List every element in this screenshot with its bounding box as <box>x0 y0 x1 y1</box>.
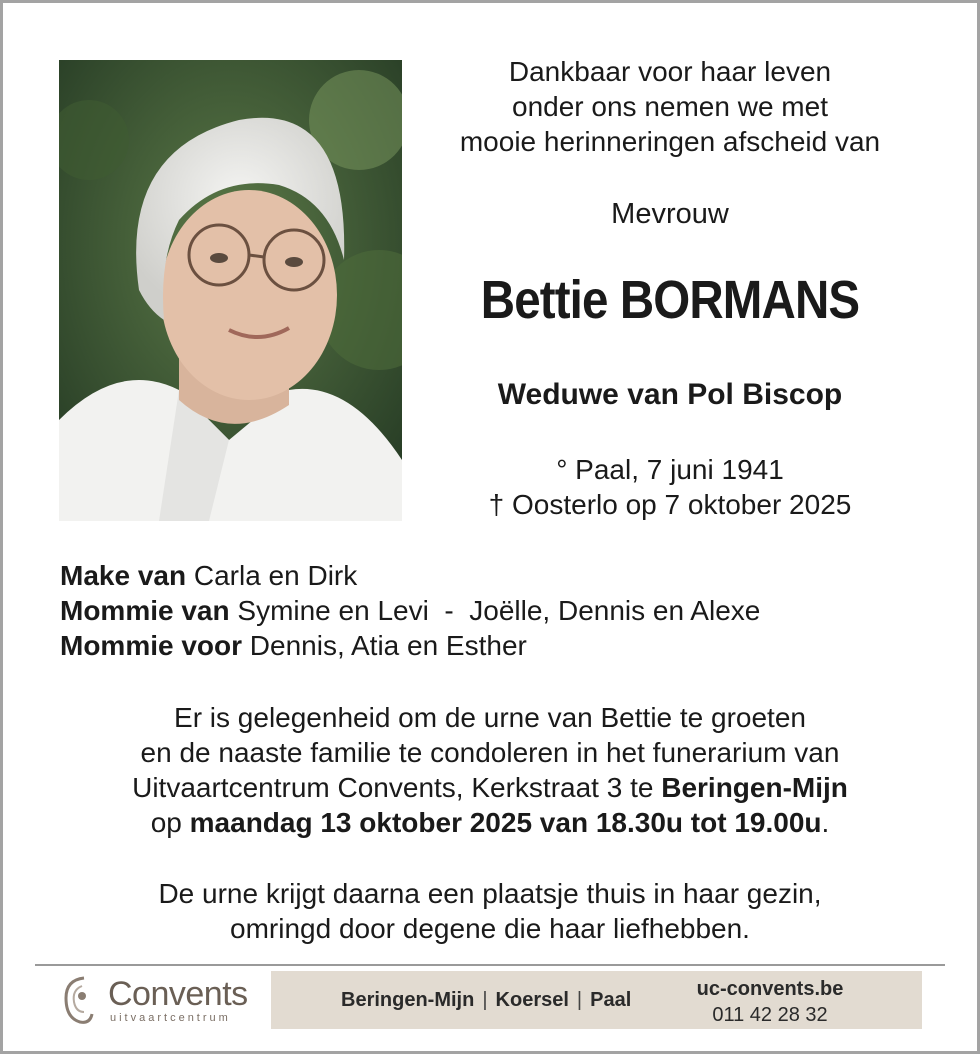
family-label: Mommie van <box>60 595 230 626</box>
notice-line: en de naaste familie te condoleren in het funerarium van <box>140 737 840 768</box>
notice-line: Er is gelegenheid om de urne van Bettie te groeten <box>174 702 806 733</box>
death-date: † Oosterlo op 7 oktober 2025 <box>488 489 852 520</box>
location: Beringen-Mijn <box>341 989 475 1011</box>
salutation: Mevrouw <box>611 198 729 230</box>
deceased-name: Bettie BORMANS <box>480 270 860 330</box>
location: Koersel <box>495 989 569 1011</box>
phone-number: 011 42 28 32 <box>712 1004 828 1026</box>
location-separator: | <box>482 989 488 1011</box>
notice-datetime: maandag 13 oktober 2025 van 18.30u tot 19.00u <box>189 807 822 838</box>
intro-line: mooie herinneringen afscheid van <box>459 126 881 157</box>
notice-location: Beringen-Mijn <box>661 772 848 803</box>
intro-text <box>420 54 920 159</box>
family-names: Symine en Levi - Joëlle, Dennis en Alexe <box>229 595 761 626</box>
logo-subtitle: uitvaartcentrum <box>110 1012 231 1024</box>
intro-line: onder ons nemen we met <box>512 91 828 122</box>
family-names: Dennis, Atia en Esther <box>242 630 527 661</box>
family-label: Make van <box>60 560 187 591</box>
notice-line <box>40 770 940 805</box>
family-row <box>60 628 940 663</box>
website-link[interactable]: uc-convents.be <box>696 978 844 1000</box>
notice-text: op <box>150 807 190 838</box>
location-separator: | <box>576 989 583 1011</box>
notice-line <box>40 805 940 840</box>
visitation-notice <box>40 700 940 840</box>
widow-of: Weduwe van Pol Biscop <box>497 378 843 411</box>
notice-text: Uitvaartcentrum Convents, Kerkstraat 3 te <box>132 772 662 803</box>
footer-band <box>271 971 922 1029</box>
convents-logo <box>60 972 265 1030</box>
location: Paal <box>590 989 632 1011</box>
family-list <box>60 558 940 663</box>
closing-text <box>40 876 940 946</box>
intro-line: Dankbaar voor haar leven <box>508 56 832 87</box>
notice-text: . <box>821 807 830 838</box>
portrait-photo <box>59 60 402 521</box>
family-row <box>60 593 940 628</box>
logo-name: Convents <box>108 975 248 1013</box>
footer-divider <box>35 964 945 966</box>
footer-locations <box>341 988 631 1012</box>
closing-line: De urne krijgt daarna een plaatsje thuis in haar gezin, <box>158 878 822 909</box>
family-row <box>60 558 940 593</box>
family-names: Carla en Dirk <box>186 560 358 591</box>
convents-logo-icon <box>60 974 96 1026</box>
dates <box>420 452 920 522</box>
footer-contact <box>680 976 860 1028</box>
closing-line: omringd door degene die haar liefhebben. <box>230 913 750 944</box>
birth-date: ° Paal, 7 juni 1941 <box>556 454 784 485</box>
family-label: Mommie voor <box>60 630 243 661</box>
